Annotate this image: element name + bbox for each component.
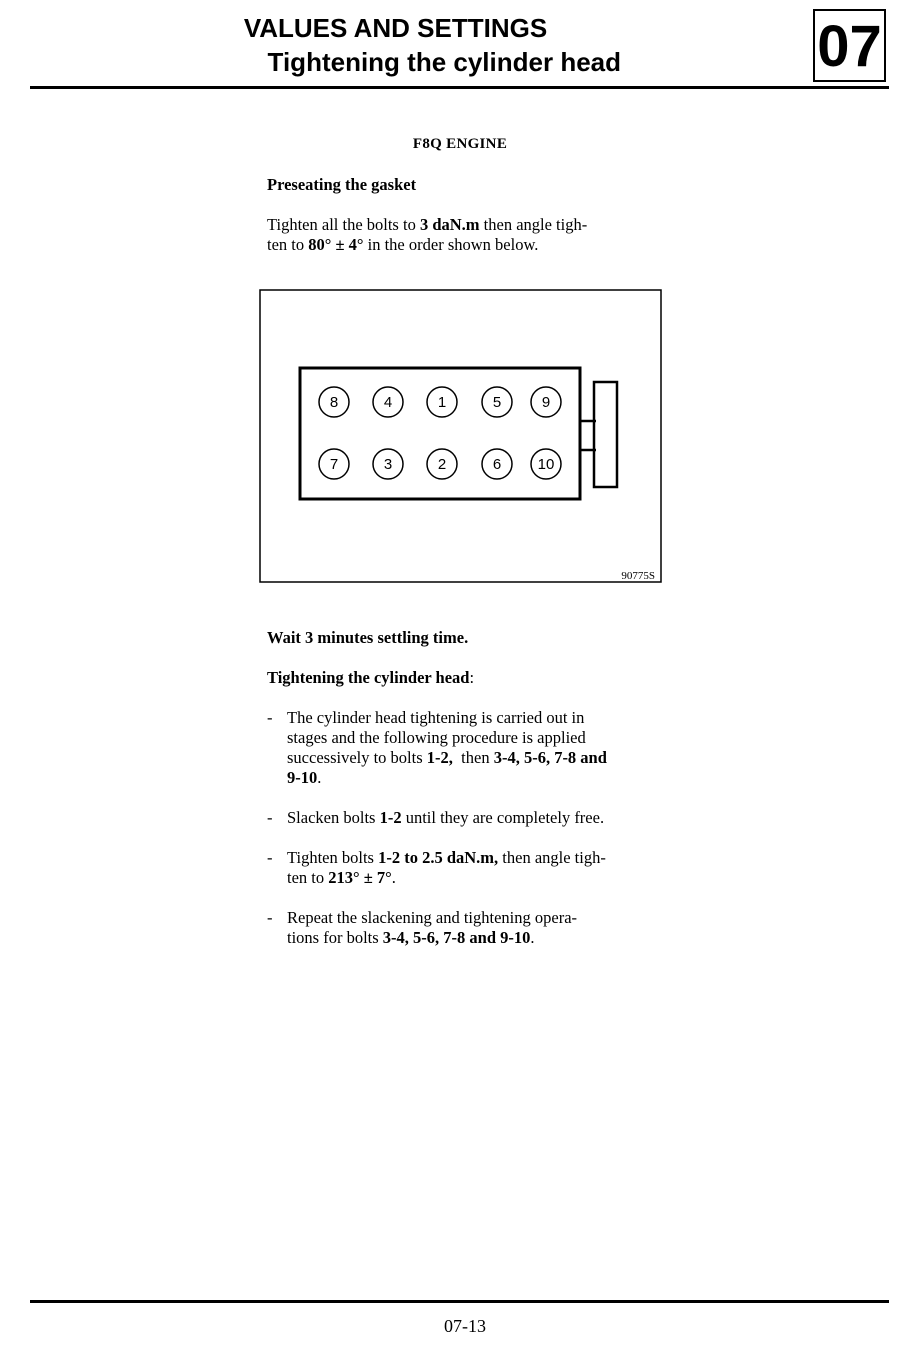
bolt-number: 5 xyxy=(492,394,502,411)
text: . xyxy=(530,928,535,947)
bolt-number: 2 xyxy=(437,456,447,473)
text: Tighten all the bolts to xyxy=(267,215,420,234)
preseating-heading: Preseating the gasket xyxy=(267,175,417,194)
page-title-line1: VALUES AND SETTINGS xyxy=(243,13,548,43)
text xyxy=(287,868,647,888)
figure-reference: 90775S xyxy=(621,570,655,582)
angle-value: 213° ± 7° xyxy=(328,868,392,887)
text: ten to xyxy=(287,868,329,887)
text: tions for bolts xyxy=(287,928,383,947)
text: Repeat the slackening and tightening opera- xyxy=(287,908,578,927)
text: stages and the following procedure is applied xyxy=(287,728,586,747)
list-dash: - xyxy=(267,808,273,827)
side-bracket xyxy=(594,382,617,487)
text: successively to bolts xyxy=(287,748,427,767)
angle-value: 80° ± 4° xyxy=(308,235,364,254)
text xyxy=(287,768,647,788)
list-dash: - xyxy=(267,848,273,867)
text: then angle tigh- xyxy=(479,215,588,234)
page-title-line2: Tightening the cylinder head xyxy=(267,47,621,77)
text: until they are completely free. xyxy=(401,808,605,827)
bolt-number: 9 xyxy=(541,394,551,411)
preseating-line2 xyxy=(267,235,647,255)
list-dash: - xyxy=(267,908,273,927)
bolt-number: 7 xyxy=(329,456,339,473)
text: . xyxy=(317,768,322,787)
bolt-ref: 1-2 xyxy=(379,808,402,827)
preseating-line1 xyxy=(267,215,647,235)
text xyxy=(287,808,647,828)
text: then xyxy=(452,748,494,767)
bolt-number: 4 xyxy=(383,394,393,411)
bolt-order-diagram xyxy=(259,289,662,583)
page-number: 07-13 xyxy=(444,1316,486,1336)
torque-value: 3 daN.m xyxy=(419,215,480,234)
text: in the order shown below. xyxy=(363,235,539,254)
text: ten to xyxy=(267,235,309,254)
bolt-number: 10 xyxy=(537,456,555,473)
bolt-number: 3 xyxy=(383,456,393,473)
bolt-ref: 3-4, 5-6, 7-8 and xyxy=(493,748,607,767)
text: Slacken bolts xyxy=(287,808,380,827)
footer-rule xyxy=(30,1300,889,1303)
text xyxy=(287,848,647,868)
wait-text: Wait 3 minutes settling time. xyxy=(267,628,469,647)
heading-text: Tightening the cylinder head xyxy=(267,668,470,687)
chapter-number-box: 07 xyxy=(813,9,886,82)
bolt-ref: 1-2, xyxy=(426,748,453,767)
text xyxy=(287,748,647,768)
text: Tighten bolts xyxy=(287,848,379,867)
bolt-ref: 3-4, 5-6, 7-8 and 9-10 xyxy=(382,928,531,947)
text: The cylinder head tightening is carried out in xyxy=(287,708,585,727)
bolt-number: 8 xyxy=(329,394,339,411)
torque-value: 1-2 to 2.5 daN.m, xyxy=(378,848,499,867)
colon: : xyxy=(469,668,475,687)
engine-label: F8Q ENGINE xyxy=(412,136,508,152)
bolt-number: 6 xyxy=(492,456,502,473)
tightening-heading xyxy=(267,668,647,688)
text: then angle tigh- xyxy=(498,848,606,867)
bolt-ref: 9-10 xyxy=(287,768,318,787)
bolt-number: 1 xyxy=(437,394,447,411)
header-rule xyxy=(30,86,889,89)
text: . xyxy=(391,868,396,887)
list-dash: - xyxy=(267,708,273,727)
preseating-paragraph xyxy=(267,215,647,255)
text xyxy=(287,928,647,948)
